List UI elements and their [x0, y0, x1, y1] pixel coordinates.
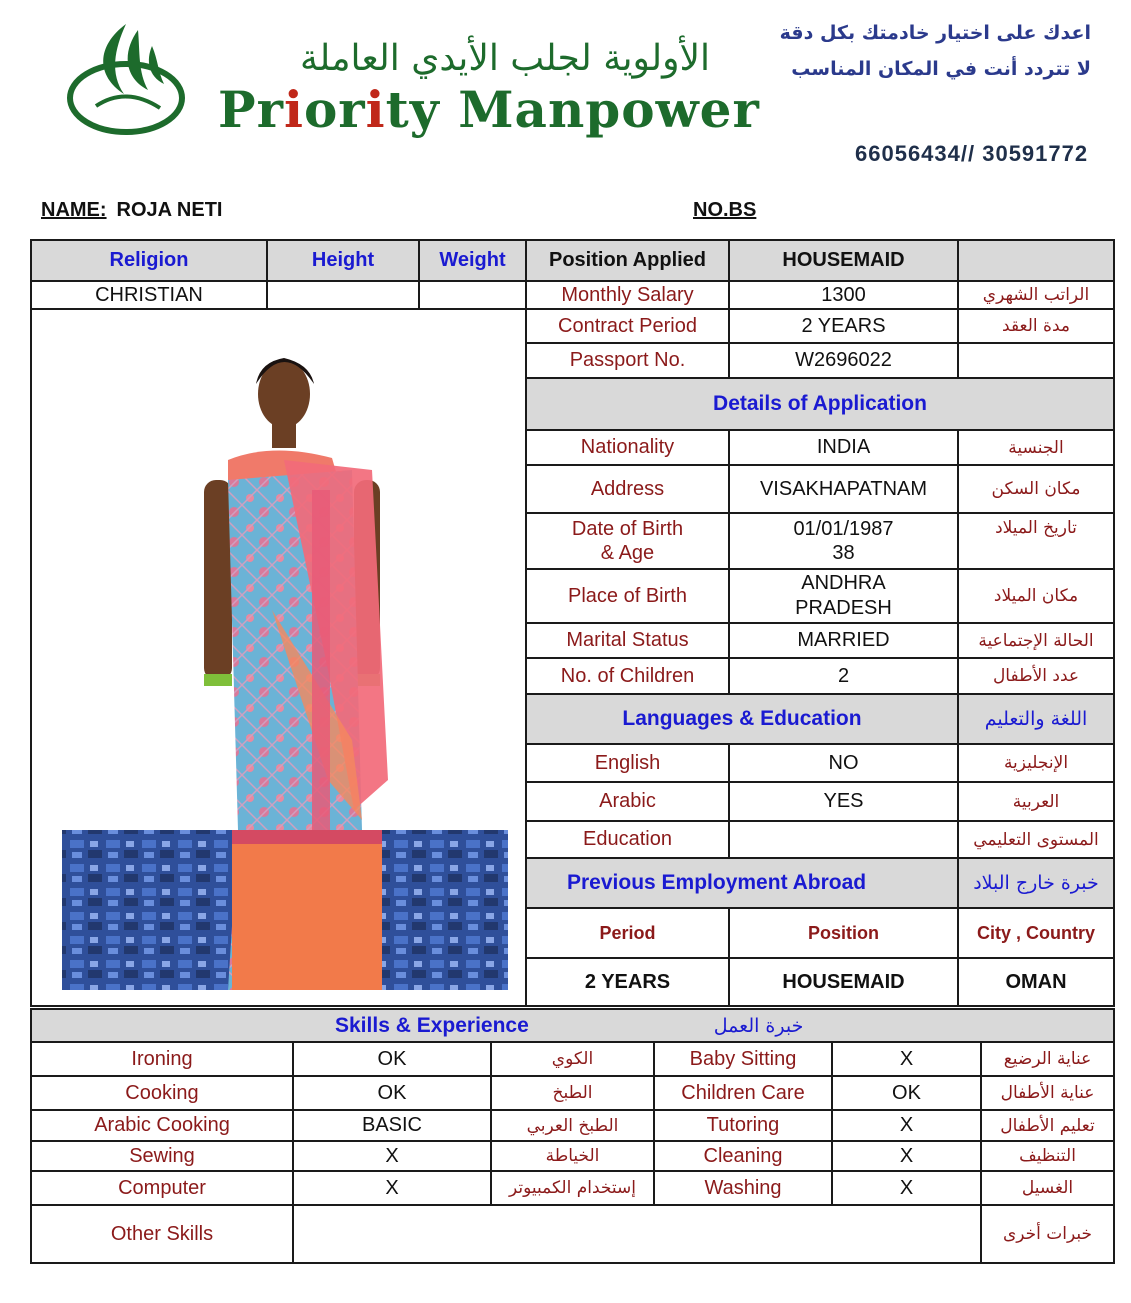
skill-tutoring-value: X: [832, 1110, 981, 1141]
salary-label: Monthly Salary: [526, 281, 729, 309]
skill-children-care-label-ar: عناية الأطفال: [981, 1076, 1114, 1110]
company-name-arabic: الأولوية لجلب الأيدي العاملة: [299, 38, 711, 79]
education-label-ar: المستوى التعليمي: [958, 821, 1114, 858]
skill-tutoring-label: Tutoring: [654, 1110, 832, 1141]
children-label-ar: عدد الأطفال: [958, 658, 1114, 694]
english-label-ar: الإنجليزية: [958, 744, 1114, 782]
dob-value: 01/01/1987 38: [729, 513, 958, 569]
employment-section-title-ar: خبرة خارج البلاد: [958, 858, 1114, 908]
skill-ironing-value: OK: [293, 1042, 491, 1076]
company-logo-emblem: [66, 16, 188, 136]
dob-label: Date of Birth & Age: [526, 513, 729, 569]
skill-ironing-label: Ironing: [31, 1042, 293, 1076]
skill-children-care-value: OK: [832, 1076, 981, 1110]
skill-babysitting-label: Baby Sitting: [654, 1042, 832, 1076]
address-label-ar: مكان السكن: [958, 465, 1114, 513]
skill-cooking-label: Cooking: [31, 1076, 293, 1110]
english-value: NO: [729, 744, 958, 782]
skill-arabic-cooking-label-ar: الطبخ العربي: [491, 1110, 654, 1141]
skill-computer-label-ar: إستخدام الكمبيوتر: [491, 1171, 654, 1205]
employment-country-value: OMAN: [958, 958, 1114, 1006]
salary-value: 1300: [729, 281, 958, 309]
employment-period-value: 2 YEARS: [526, 958, 729, 1006]
tagline-2: لا تتردد أنت في المكان المناسب: [791, 58, 1091, 80]
marital-status-label-ar: الحالة الإجتماعية: [958, 623, 1114, 658]
applicant-name: ROJA NETI: [116, 199, 223, 221]
weight-value: [419, 281, 526, 309]
other-skills-label-ar: خبرات أخرى: [981, 1205, 1114, 1263]
address-label: Address: [526, 465, 729, 513]
city-country-header: City , Country: [958, 908, 1114, 958]
english-label: English: [526, 744, 729, 782]
skill-arabic-cooking-value: BASIC: [293, 1110, 491, 1141]
children-value: 2: [729, 658, 958, 694]
passport-value: W2696022: [729, 343, 958, 378]
skill-washing-label: Washing: [654, 1171, 832, 1205]
weight-header: Weight: [419, 240, 526, 281]
passport-label: Passport No.: [526, 343, 729, 378]
position-applied-label: Position Applied: [526, 240, 729, 281]
phone-numbers: 66056434// 30591772: [855, 141, 1089, 166]
company-name-english: Priority Manpower: [218, 80, 760, 139]
applicant-photo-cell: [31, 309, 526, 1006]
cv-main-table: [30, 239, 1115, 1007]
skill-cooking-label-ar: الطبخ: [491, 1076, 654, 1110]
nationality-label-ar: الجنسية: [958, 430, 1114, 465]
arabic-value: YES: [729, 782, 958, 821]
skill-computer-value: X: [293, 1171, 491, 1205]
skill-computer-label: Computer: [31, 1171, 293, 1205]
languages-section-title: Languages & Education: [526, 694, 958, 744]
skill-cleaning-value: X: [832, 1141, 981, 1171]
education-value: [729, 821, 958, 858]
height-header: Height: [267, 240, 419, 281]
skill-sewing-value: X: [293, 1141, 491, 1171]
religion-header: Religion: [31, 240, 267, 281]
skill-cleaning-label-ar: التنظيف: [981, 1141, 1114, 1171]
arabic-label: Arabic: [526, 782, 729, 821]
skill-arabic-cooking-label: Arabic Cooking: [31, 1110, 293, 1141]
marital-status-value: MARRIED: [729, 623, 958, 658]
place-of-birth-label-ar: مكان الميلاد: [958, 569, 1114, 623]
place-of-birth-value: ANDHRA PRADESH: [729, 569, 958, 623]
height-value: [267, 281, 419, 309]
employment-position-value: HOUSEMAID: [729, 958, 958, 1006]
skill-sewing-label-ar: الخياطة: [491, 1141, 654, 1171]
skill-cooking-value: OK: [293, 1076, 491, 1110]
languages-section-title-ar: اللغة والتعليم: [958, 694, 1114, 744]
skills-table: [30, 1008, 1115, 1264]
contract-period-label: Contract Period: [526, 309, 729, 343]
skills-section-title: Skills & Experience خبرة العمل: [31, 1009, 1114, 1042]
position-ar-cell: [958, 240, 1114, 281]
arabic-label-ar: العربية: [958, 782, 1114, 821]
passport-label-ar: [958, 343, 1114, 378]
contract-period-value: 2 YEARS: [729, 309, 958, 343]
contract-period-label-ar: مدة العقد: [958, 309, 1114, 343]
nationality-value: INDIA: [729, 430, 958, 465]
reference-number-label: NO.BS: [693, 199, 757, 221]
applicant-name-line: NAME: ROJA NETI: [41, 199, 223, 221]
skill-children-care-label: Children Care: [654, 1076, 832, 1110]
children-label: No. of Children: [526, 658, 729, 694]
marital-status-label: Marital Status: [526, 623, 729, 658]
applicant-photo: [32, 310, 525, 1005]
nationality-label: Nationality: [526, 430, 729, 465]
position-applied-value: HOUSEMAID: [729, 240, 958, 281]
skill-babysitting-value: X: [832, 1042, 981, 1076]
employment-section-title: Previous Employment Abroad: [526, 858, 958, 908]
address-value: VISAKHAPATNAM: [729, 465, 958, 513]
dob-label-ar: تاريخ الميلاد: [958, 513, 1114, 569]
place-of-birth-label: Place of Birth: [526, 569, 729, 623]
details-section-title: Details of Application: [526, 378, 1114, 430]
salary-label-ar: الراتب الشهري: [958, 281, 1114, 309]
position-header: Position: [729, 908, 958, 958]
period-header: Period: [526, 908, 729, 958]
skill-ironing-label-ar: الكوي: [491, 1042, 654, 1076]
other-skills-value: [293, 1205, 981, 1263]
skill-washing-label-ar: الغسيل: [981, 1171, 1114, 1205]
religion-value: CHRISTIAN: [31, 281, 267, 309]
tagline-1: اعدك على اختيار خادمتك بكل دقة: [779, 22, 1091, 44]
other-skills-label: Other Skills: [31, 1205, 293, 1263]
skill-sewing-label: Sewing: [31, 1141, 293, 1171]
skill-babysitting-label-ar: عناية الرضيع: [981, 1042, 1114, 1076]
skill-washing-value: X: [832, 1171, 981, 1205]
education-label: Education: [526, 821, 729, 858]
skill-cleaning-label: Cleaning: [654, 1141, 832, 1171]
skill-tutoring-label-ar: تعليم الأطفال: [981, 1110, 1114, 1141]
